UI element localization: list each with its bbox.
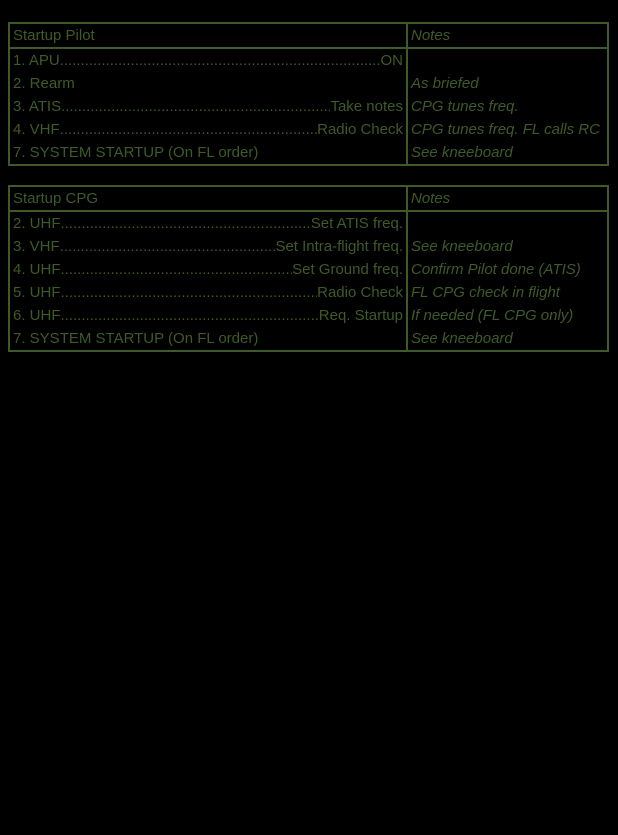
item-label: 7. SYSTEM STARTUP (On FL order) — [13, 144, 259, 161]
item-label: 3. VHF — [13, 238, 60, 255]
checklist-item — [9, 48, 407, 72]
item-note: CPG tunes freq. — [407, 95, 608, 118]
item-label: 4. UHF — [13, 261, 61, 278]
dot-leader — [61, 95, 330, 118]
dot-leader — [61, 281, 318, 304]
dot-leader — [61, 304, 319, 327]
checklist-item — [9, 211, 407, 235]
table-row — [9, 281, 608, 304]
startup-cpg-table — [8, 185, 609, 352]
item-note: FL CPG check in flight — [407, 281, 608, 304]
table-row — [9, 72, 608, 95]
table-title: Startup Pilot — [9, 23, 407, 48]
table-row — [9, 48, 608, 72]
item-value: Radio Check — [317, 121, 403, 138]
item-value: Set Intra-flight freq. — [275, 238, 403, 255]
checklist-item — [9, 281, 407, 304]
checklist-item — [9, 304, 407, 327]
checklist-item — [9, 141, 407, 165]
dot-leader — [61, 258, 293, 281]
table-title: Startup CPG — [9, 186, 407, 211]
table-row — [9, 211, 608, 235]
dot-leader — [61, 212, 311, 235]
table-header-row — [9, 23, 608, 48]
item-label: 1. APU — [13, 52, 60, 69]
dot-leader — [60, 118, 317, 141]
item-note: See kneeboard — [407, 141, 608, 165]
item-value: Radio Check — [317, 284, 403, 301]
startup-pilot-table — [8, 22, 609, 166]
item-value: ON — [380, 52, 403, 69]
item-note: As briefed — [407, 72, 608, 95]
item-note: Confirm Pilot done (ATIS) — [407, 258, 608, 281]
item-label: 2. UHF — [13, 215, 61, 232]
table-header-row — [9, 186, 608, 211]
table-row — [9, 118, 608, 141]
item-note: See kneeboard — [407, 235, 608, 258]
item-label: 2. Rearm — [13, 75, 75, 92]
item-note: If needed (FL CPG only) — [407, 304, 608, 327]
table-row — [9, 304, 608, 327]
notes-header: Notes — [407, 23, 608, 48]
notes-header: Notes — [407, 186, 608, 211]
checklist-item — [9, 118, 407, 141]
item-value: Set Ground freq. — [292, 261, 403, 278]
table-row — [9, 235, 608, 258]
checklist-item — [9, 327, 407, 351]
item-label: 7. SYSTEM STARTUP (On FL order) — [13, 330, 259, 347]
checklist-item — [9, 95, 407, 118]
dot-leader — [60, 235, 276, 258]
item-label: 5. UHF — [13, 284, 61, 301]
checklist-item — [9, 72, 407, 95]
table-row — [9, 141, 608, 165]
item-label: 4. VHF — [13, 121, 60, 138]
item-label: 6. UHF — [13, 307, 61, 324]
dot-leader — [60, 49, 381, 72]
item-note — [407, 48, 608, 72]
item-note: See kneeboard — [407, 327, 608, 351]
item-label: 3. ATIS — [13, 98, 62, 115]
item-note: CPG tunes freq. FL calls RC — [407, 118, 608, 141]
item-value: Take notes — [330, 98, 403, 115]
item-value: Req. Startup — [318, 307, 403, 324]
item-note — [407, 211, 608, 235]
checklist-item — [9, 235, 407, 258]
table-row — [9, 95, 608, 118]
table-row — [9, 327, 608, 351]
table-row — [9, 258, 608, 281]
item-value: Set ATIS freq. — [310, 215, 403, 232]
checklist-item — [9, 258, 407, 281]
